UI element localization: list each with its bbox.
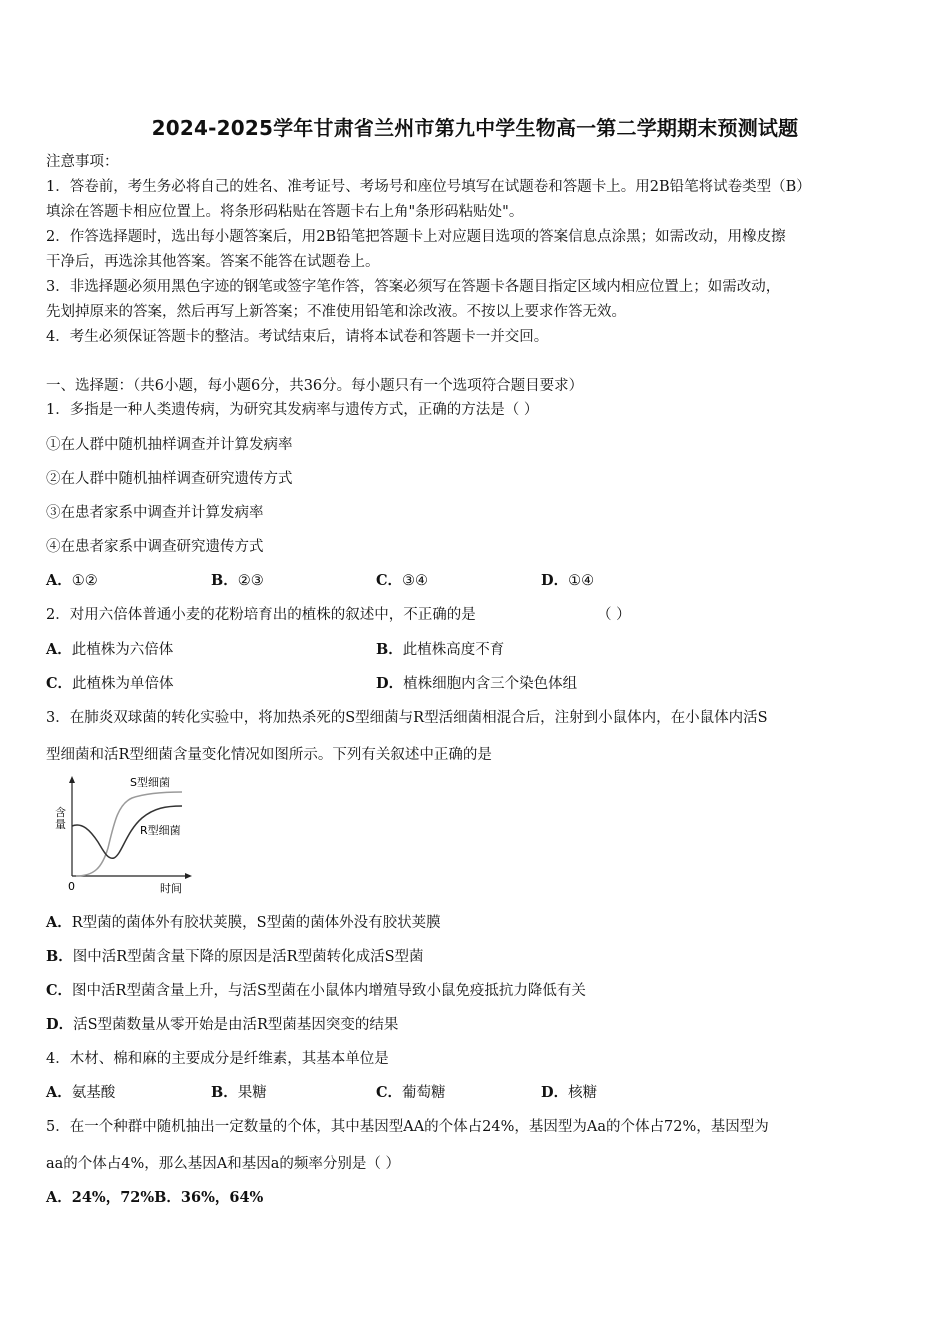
q2-option-c: C．此植株为单倍体 [46,675,174,692]
q1-option-b: B．②③ [211,572,264,589]
q4-option-d: D．核糖 [541,1084,598,1101]
notice-line: 3．非选择题必须用黑色字迹的钢笔或签字笔作答，答案必须写在答题卡各题目指定区域内相应位置上；如需改动， [46,279,781,295]
figure-x-axis-arrow [185,873,192,879]
notice-heading: 注意事项： [46,154,119,170]
q5-stem: aa的个体占4%，那么基因A和基因a的频率分别是（ ） [46,1156,401,1172]
r-curve-label: R型细菌 [140,824,181,837]
figure-xlabel: 时间 [160,882,182,895]
notice-line: 1．答卷前，考生务必将自己的姓名、准考证号、考场号和座位号填写在试题卷和答题卡上。用2B铅笔将试卷类型（B） [46,179,811,195]
notice-line: 先划掉原来的答案，然后再写上新答案；不准使用铅笔和涂改液。不按以上要求作答无效。 [46,304,626,320]
q2-stem: 2．对用六倍体普通小麦的花粉培育出的植株的叙述中，不正确的是 [46,607,476,623]
q3-option-a: A．R型菌的菌体外有胶状荚膜，S型菌的菌体外没有胶状荚膜 [46,914,441,931]
q3-stem: 3．在肺炎双球菌的转化实验中，将加热杀死的S型细菌与R型活细菌相混合后，注射到小鼠体内，在小鼠体内活S [46,710,768,726]
q2-answer-paren: （ ） [597,607,631,623]
q2-option-a: A．此植株为六倍体 [46,641,174,658]
figure-origin-label: 0 [68,880,75,893]
q4-option-c: C．葡萄糖 [376,1084,446,1101]
figure-y-axis-arrow [69,776,75,783]
notice-line: 4．考生必须保证答题卡的整洁。考试结束后，请将本试卷和答题卡一并交回。 [46,329,549,345]
q3-option-b: B．图中活R型菌含量下降的原因是活R型菌转化成活S型菌 [46,948,424,965]
q4-option-a: A．氨基酸 [46,1084,116,1101]
q4-stem: 4．木材、棉和麻的主要成分是纤维素，其基本单位是 [46,1051,389,1067]
q1-option-c: C．③④ [376,572,429,589]
q1-stem: 1．多指是一种人类遗传病，为研究其发病率与遗传方式，正确的方法是（ ） [46,402,539,418]
figure-ylabel-bottom: 量 [55,818,66,831]
q2-option-b: B．此植株高度不育 [376,641,505,658]
bacteria-content-figure [46,768,206,898]
figure-ylabel-top: 含 [55,806,66,819]
notice-line: 填涂在答题卡相应位置上。将条形码粘贴在答题卡右上角"条形码粘贴处"。 [46,204,524,220]
q2-option-d: D．植株细胞内含三个染色体组 [376,675,578,692]
notice-line: 干净后，再选涂其他答案。答案不能答在试题卷上。 [46,254,380,270]
q1-item: ①在人群中随机抽样调查并计算发病率 [46,437,293,453]
q1-item: ③在患者家系中调查并计算发病率 [46,505,264,521]
q1-item: ②在人群中随机抽样调查研究遗传方式 [46,471,293,487]
page-title: 2024-2025学年甘肃省兰州市第九中学生物高一第二学期期末预测试题 [151,116,799,140]
q1-option-a: A．①② [46,572,98,589]
s-curve-label: S型细菌 [130,776,170,789]
q3-stem: 型细菌和活R型细菌含量变化情况如图所示。下列有关叙述中正确的是 [46,747,492,763]
q5-stem: 5．在一个种群中随机抽出一定数量的个体，其中基因型AA的个体占24%，基因型为Aa的个体占72%，基因型为 [46,1119,769,1135]
q5-options: A．24%，72%B．36%，64% [46,1189,264,1206]
q1-option-d: D．①④ [541,572,595,589]
q3-option-d: D．活S型菌数量从零开始是由活R型菌基因突变的结果 [46,1016,399,1033]
q1-item: ④在患者家系中调查研究遗传方式 [46,539,264,555]
notice-line: 2．作答选择题时，选出每小题答案后，用2B铅笔把答题卡上对应题目选项的答案信息点涂黑；如需改动，用橡皮擦 [46,229,786,245]
section-heading: 一、选择题：（共6小题，每小题6分，共36分。每小题只有一个选项符合题目要求） [46,378,584,394]
q4-option-b: B．果糖 [211,1084,267,1101]
q3-option-c: C．图中活R型菌含量上升，与活S型菌在小鼠体内增殖导致小鼠免疫抵抗力降低有关 [46,982,586,999]
